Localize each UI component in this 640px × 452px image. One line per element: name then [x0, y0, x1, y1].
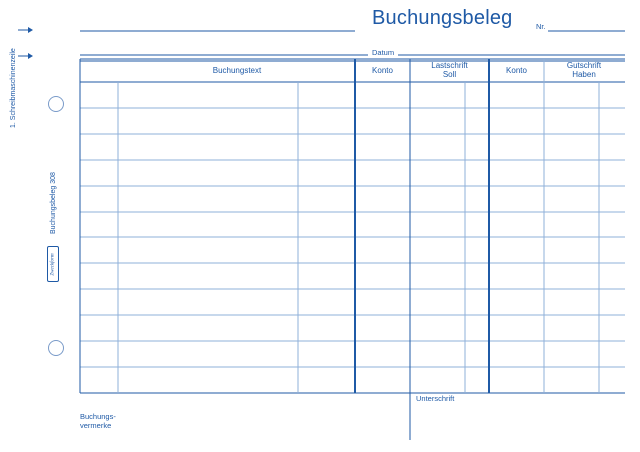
haben-label: Haben: [572, 70, 596, 79]
col-header-konto-soll: Konto: [372, 66, 393, 75]
col-header-lastschrift: [410, 61, 489, 79]
brand-logo-text: Zweckform: [50, 252, 56, 276]
col-header-gutschrift: [544, 61, 624, 79]
punch-hole-top: [48, 96, 64, 112]
nr-label: Nr.: [536, 22, 546, 31]
form-number: Buchungsbeleg 308: [50, 172, 57, 234]
gutschrift-label: Gutschrift: [566, 61, 602, 70]
form-title: Buchungsbeleg: [372, 7, 513, 29]
col-header-buchungstext: Buchungstext: [212, 66, 262, 75]
unterschrift-label: Unterschrift: [416, 394, 455, 403]
punch-hole-bottom: [48, 340, 64, 356]
typewriter-line-note: 1. Schreibmaschinenzeile: [10, 48, 17, 128]
buchungsvermerke-label: [80, 412, 116, 430]
lastschrift-label: Lastschrift: [431, 61, 468, 70]
buchungsvermerke-line1: Buchungs-: [80, 412, 116, 421]
brand-logo: [47, 246, 59, 282]
datum-label: Datum: [372, 48, 395, 57]
col-header-konto-haben: Konto: [506, 66, 527, 75]
buchungsvermerke-line2: vermerke: [80, 421, 112, 430]
soll-label: Soll: [442, 70, 457, 79]
typewriter-line-markers: [16, 22, 36, 62]
